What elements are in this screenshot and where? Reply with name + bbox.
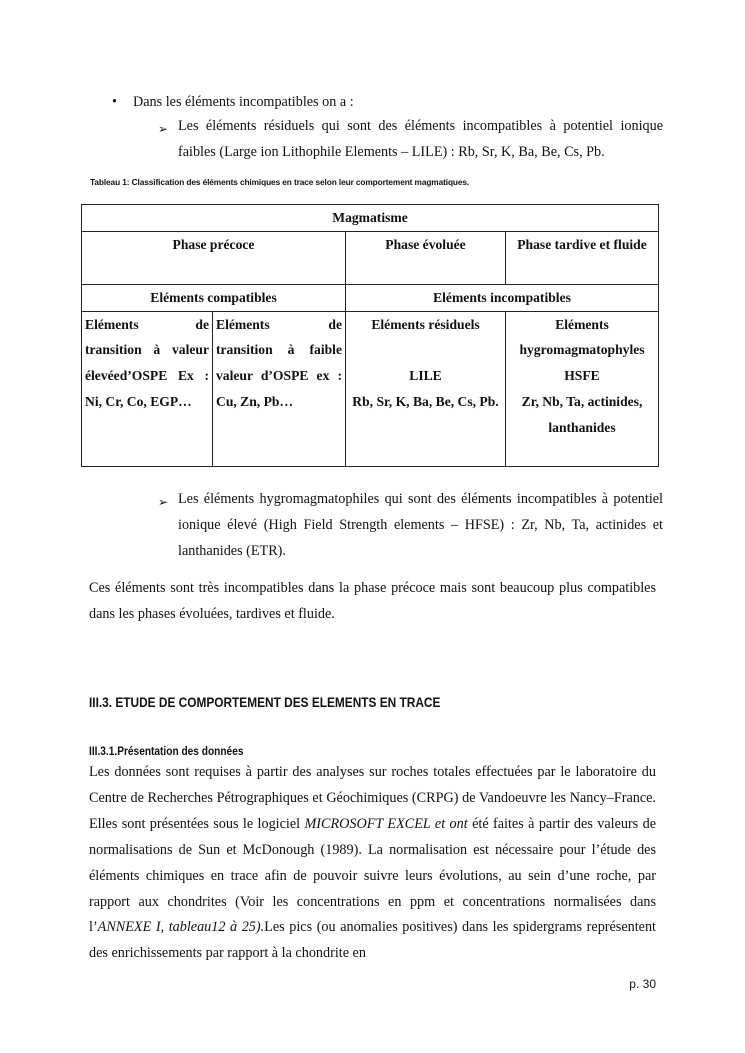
cell-transition-low-ospe: Eléments de transition à faible valeur d’OSPE ex : Cu, Zn, Pb… (213, 311, 346, 466)
hygro-list: Zr, Nb, Ta, actinides, lanthanides (521, 393, 643, 435)
body-text-software: MICROSOFT EXCEL et ont (304, 815, 468, 832)
table-caption: Tableau 1: Classification des éléments chimiques en trace selon leur comportement magmatiques. (90, 177, 470, 187)
phase-precoce: Phase précoce (82, 231, 346, 284)
subsection-heading: III.3.1.Présentation des données (89, 744, 244, 758)
phase-tardive: Phase tardive et fluide (506, 231, 659, 284)
group-incompatibles: Eléments incompatibles (346, 284, 659, 311)
phase-evoluee: Phase évoluée (346, 231, 506, 284)
arrow-bullet-icon: ➢ (158, 495, 169, 509)
cell-residual-elements (346, 311, 506, 466)
residual-list: Rb, Sr, K, Ba, Be, Cs, Pb. (352, 394, 499, 410)
group-compatibles: Eléments compatibles (82, 284, 346, 311)
cell-transition-high-ospe: Eléments de transition à valeur élevéed’OSPE Ex : Ni, Cr, Co, EGP… (82, 311, 213, 466)
body-text-3: Les pics (ou anomalies positives) dans les spidergrams représentent des enrichissements par rapport à la chondrite en (89, 919, 656, 962)
page-number: p. 30 (629, 977, 656, 991)
residual-abbr: LILE (409, 368, 442, 384)
hygro-title: Eléments hygromagmatophyles (519, 316, 645, 358)
bullet-text: Dans les éléments incompatibles on a : (133, 94, 354, 110)
sub-bullet-hygromagmatophile: Les éléments hygromagmatophiles qui sont des éléments incompatibles à potentiel ionique élevé (High Field Strength elements – HFSE) : Zr, Nb, Ta, actinides et lanthanides (ETR). (178, 491, 663, 559)
body-paragraph (89, 760, 656, 967)
section-heading: III.3. ETUDE DE COMPORTEMENT DES ELEMENTS EN TRACE (89, 695, 441, 710)
paragraph-compatibility: Ces éléments sont très incompatibles dans la phase précoce mais sont beaucoup plus compatibles dans les phases évoluées, tardives et fluide. (89, 580, 656, 622)
cell-hygromagmatophile-elements (506, 311, 659, 466)
bullet-marker: • (112, 94, 117, 110)
body-text-1: Les données sont requises à partir des analyses sur roches totales effectuées par le laboratoire du Centre de Recherches Pétrographiques et Géochimiques (CRPG) de Vandoeuvre les Nancy–France. Elles sont présentées sous le logiciel (89, 764, 656, 832)
table-header-magmatisme: Magmatisme (82, 205, 659, 232)
hygro-abbr: HSFE (564, 368, 600, 384)
sub-bullet-residual-elements: Les éléments résiduels qui sont des éléments incompatibles à potentiel ionique faibles (Large ion Lithophile Elements – LILE) : Rb, Sr, K, Ba, Be, Cs, Pb. (178, 118, 663, 160)
arrow-bullet-icon: ➢ (158, 122, 169, 136)
classification-table (81, 204, 659, 467)
residual-title: Eléments résiduels (371, 316, 480, 332)
body-text-2: été faites à partir des valeurs de normalisations de Sun et McDonough (1989). La normalisation est nécessaire pour l’étude des éléments chimiques en trace afin de pouvoir suivre leurs évolutions, au sein d’une roche, par rapport aux chondrites (Voir les concentrations en ppm et concentrations normalisées dans l’ (89, 815, 656, 936)
body-text-annex: ANNEXE I, tableau12 à 25). (97, 919, 265, 936)
